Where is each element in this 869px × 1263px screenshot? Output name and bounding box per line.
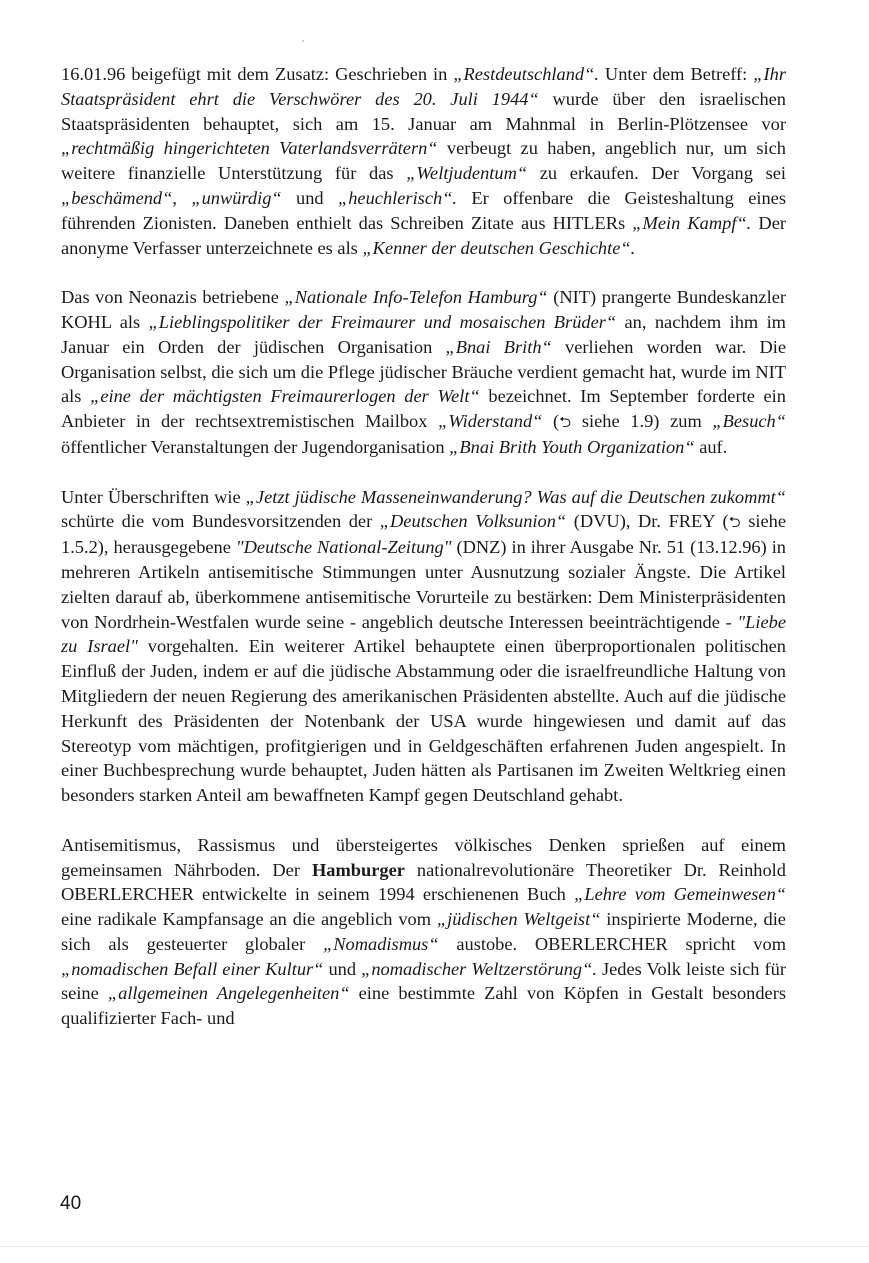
italic-quote: „Jetzt jüdische Masseneinwanderung? Was auf die Deutschen zukommt“ <box>245 486 786 507</box>
text-run: verliehen worden war. Die Organisation selbst, die sich um die Pflege jüdischer Bräuche verdient gemacht hat, wurde im NIT als <box>61 336 787 407</box>
page-number: 40 <box>60 1193 82 1214</box>
text-run: austobe. OBERLERCHER spricht vom <box>438 933 786 954</box>
italic-quote: „Lehre vom Gemeinwesen“ <box>574 884 786 905</box>
text-run: Das von Neonazis betriebene <box>61 287 285 308</box>
text-run: Jedes Volk leiste sich für seine <box>61 958 786 1004</box>
text-run: Unter dem Betreff: <box>598 64 754 84</box>
italic-quote: „jüdischen Weltgeist“ <box>436 909 601 930</box>
italic-quote: „Weltjudentum“ <box>406 163 528 184</box>
cross-reference-arrow-icon: ⮌ <box>559 413 572 432</box>
cross-reference-arrow-icon: ⮌ <box>728 513 741 532</box>
text-run: öffentlicher Veranstaltungen der Jugendorganisation <box>61 436 450 457</box>
text-run: inspirierte Moderne, die sich als gesteuerter globaler <box>61 909 786 954</box>
italic-quote: „nomadischen Befall einer Kultur“ <box>61 958 324 979</box>
italic-quote: „Lieblingspolitiker der Freimaurer und mosaischen Brüder“ <box>148 311 617 332</box>
text-run: , <box>172 187 192 208</box>
italic-quote: „rechtmäßig hingerichteten Vaterlandsverrätern“ <box>61 138 438 159</box>
italic-quote: „Besuch“ <box>712 411 786 432</box>
italic-quote: „Ihr Staatspräsident ehrt die Verschwörer des 20. Juli 1944“ <box>61 64 787 109</box>
italic-quote: „heuchlerisch“. <box>338 187 458 208</box>
text-run: siehe 1.5.2), herausgegebene <box>61 511 786 558</box>
paragraph <box>61 285 786 460</box>
text-run: 16.01.96 beigefügt mit dem Zusatz: Geschrieben in <box>61 64 454 84</box>
text-run: und <box>323 958 362 979</box>
text-run: und <box>281 187 338 208</box>
italic-quote: „beschämend“ <box>61 187 173 208</box>
italic-quote: „Restdeutschland“. <box>453 64 599 84</box>
text-run: verbeugt zu haben, angeblich nur, um sich weitere finanzielle Unterstützung für das <box>61 138 786 184</box>
bold-text: Hamburger <box>311 859 405 880</box>
italic-quote: „Deutschen Volksunion“ <box>379 511 567 532</box>
italic-quote: „Nomadismus“ <box>323 933 439 954</box>
text-run: eine bestimmte Zahl von Köpfen in Gestalt besonders qualifizierter Fach- und <box>61 983 786 1029</box>
text-run: wurde über den israelischen Staatspräsidenten behauptet, sich am 15. Januar am Mahnmal in Berlin-Plötzensee vor <box>61 88 787 134</box>
text-run: Unter Überschriften wie <box>61 486 246 507</box>
text-run: zu erkaufen. Der Vorgang sei <box>527 163 787 184</box>
text-run: (NIT) prangerte Bundeskanzler KOHL als <box>61 287 786 332</box>
paragraph <box>61 62 786 260</box>
italic-quote: „Widerstand“ <box>438 411 543 432</box>
italic-quote: „Bnai Brith“ <box>445 336 552 357</box>
paragraph <box>61 485 786 808</box>
text-run: ( <box>542 411 560 432</box>
text-run: Er offenbare die Geisteshaltung eines führenden Zionisten. Daneben enthielt das Schreiben Zitate aus HITLERs <box>61 187 786 233</box>
italic-quote: „Bnai Brith Youth Organization“ <box>449 436 695 457</box>
paragraph <box>61 833 786 1031</box>
italic-quote: „unwürdig“ <box>191 187 282 208</box>
text-run: Antisemitismus, Rassismus und übersteigertes völkisches Denken sprießen auf einem gemeinsamen Nährboden. Der <box>61 834 786 880</box>
italic-quote: „Nationale Info-Telefon Hamburg“ <box>284 287 548 308</box>
text-run: an, nachdem ihm im Januar ein Orden der jüdischen Organisation <box>61 311 786 357</box>
italic-quote: „Mein Kampf“. <box>632 212 752 233</box>
text-run: (DVU), Dr. FREY ( <box>566 511 729 532</box>
text-run: auf. <box>694 436 728 457</box>
scan-mark <box>302 40 304 42</box>
italic-quote: „eine der mächtigsten Freimaurerlogen der Welt“ <box>90 386 480 407</box>
text-run: nationalrevolutionäre Theoretiker Dr. Reinhold OBERLERCHER entwickelte in seinem 1994 erschienenen Buch <box>61 859 786 905</box>
text-run: bezeichnet. Im September forderte ein Anbieter in der rechtsextremistischen Mailbox <box>61 386 786 432</box>
text-run: (DNZ) in ihrer Ausgabe Nr. 51 (13.12.96) in mehreren Artikeln antisemitische Stimmungen unter Ausnutzung sozialer Ängste. Die Artikel zielten darauf ab, überkommene antisemitische Vorurteile zu bestärken: Dem Ministerpräsidenten von Nordrhein-Westfalen wurde seine - angeblich deutsche Interessen beeinträchtigende - <box>61 537 787 632</box>
italic-quote: "Deutsche National-Zeitung" <box>235 537 452 558</box>
body-text <box>61 62 786 1031</box>
italic-quote: "Liebe zu Israel" <box>61 611 786 657</box>
text-run: vorgehalten. Ein weiterer Artikel behauptete einen überproportionalen politischen Einfluß der Juden, indem er auf die jüdische Abstammung oder die israelfreundliche Haltung von Mitgliedern der neuen Regierung des amerikanischen Präsidenten abstellte. Auch auf die jüdische Herkunft des Präsidenten der Notenbank der USA wurde hingewiesen und damit auf das Stereotyp vom mächtigen, profitgierigen und in Geldgeschäften erfahrenen Juden angespielt. In einer Buchbesprechung wurde behauptet, Juden hätten als Partisanen im Zweiten Weltkrieg einen besonders starken Anteil am bewaffneten Kampf gegen Deutschland gehabt. <box>61 636 786 806</box>
text-run: Der anonyme Verfasser unterzeichnete es als <box>61 212 786 258</box>
text-run: eine radikale Kampfansage an die angeblich vom <box>61 909 437 930</box>
italic-quote: „allgemeinen Angelegenheiten“ <box>107 983 350 1004</box>
text-run: siehe 1.9) zum <box>571 411 713 432</box>
italic-quote: „nomadischer Weltzerstörung“. <box>361 958 597 979</box>
italic-quote: „Kenner der deutschen Geschichte“. <box>362 237 636 258</box>
text-run: schürte die vom Bundesvorsitzenden der <box>61 511 380 532</box>
page-edge <box>0 1246 869 1247</box>
